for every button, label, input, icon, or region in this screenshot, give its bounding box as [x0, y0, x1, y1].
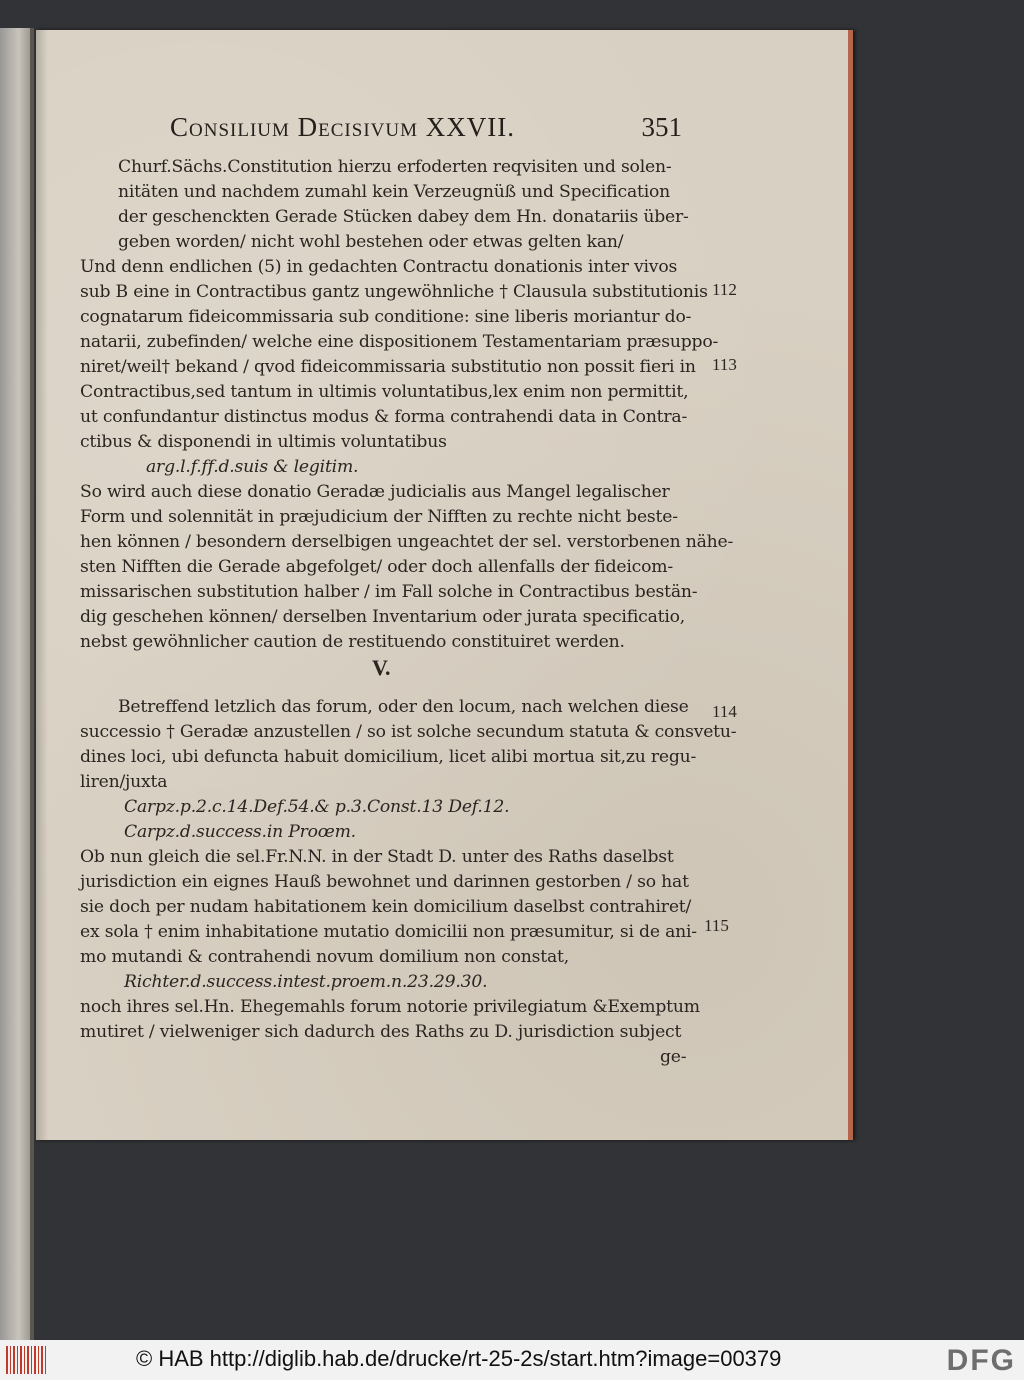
dfg-logo: DFG	[946, 1344, 1016, 1377]
text-line: der geschenckten Gerade Stücken dabey dem Hn. donatariis über-	[118, 207, 689, 227]
text-line: Form und solennität in præjudicium der Nifften zu rechte nicht beste-	[80, 507, 678, 527]
text-line: nebst gewöhnlicher caution de restituendo constituiret werden.	[80, 632, 625, 652]
text-line: sub B eine in Contractibus gantz ungewöhnliche † Clausula substitutionis	[80, 282, 708, 302]
previous-page-edge	[0, 28, 34, 1340]
page-gutter-shadow	[36, 30, 48, 1140]
text-line: mutiret / vielweniger sich dadurch des Raths zu D. jurisdiction subject	[80, 1022, 682, 1042]
citation-line: Carpz.p.2.c.14.Def.54.& p.3.Const.13 Def.12.	[124, 797, 510, 817]
section-heading: V.	[372, 655, 391, 680]
text-line: So wird auch diese donatio Geradæ judicialis aus Mangel legalischer	[80, 482, 670, 502]
text-line: Churf.Sächs.Constitution hierzu erfoderten reqvisiten und solen-	[118, 157, 672, 177]
margin-note: 114	[712, 702, 737, 721]
text-line: niret/weil† bekand / qvod fideicommissaria substitutio non possit fieri in	[80, 357, 696, 377]
library-logo-icon	[6, 1346, 46, 1374]
text-line: dig geschehen können/ derselben Inventarium oder jurata specificatio,	[80, 607, 686, 627]
text-line: hen können / besondern derselbigen ungeachtet der sel. verstorbenen nähe-	[80, 532, 734, 552]
text-line: dines loci, ubi defuncta habuit domicilium, licet alibi mortua sit,zu regu-	[80, 747, 697, 767]
citation-line: Carpz.d.success.in Proœm.	[124, 822, 356, 842]
text-line: sten Nifften die Gerade abgefolget/ oder doch allenfalls der fideicom-	[80, 557, 673, 577]
text-line: ut confundantur distinctus modus & forma contrahendi data in Contra-	[80, 407, 688, 427]
text-line: nitäten und nachdem zumahl kein Verzeugnüß und Specification	[118, 182, 671, 202]
footer-bar	[0, 1340, 1024, 1380]
page-header	[170, 112, 690, 152]
text-line: ctibus & disponendi in ultimis voluntatibus	[80, 432, 447, 452]
catchword: ge-	[660, 1047, 687, 1067]
margin-note: 115	[704, 916, 729, 935]
running-title: Consilium Decisivum XXVII.	[170, 112, 515, 142]
copyright-link[interactable]: © HAB http://diglib.hab.de/drucke/rt-25-2s/start.htm?image=00379	[136, 1346, 782, 1371]
text-line: missarischen substitution halber / im Fall solche in Contractibus bestän-	[80, 582, 698, 602]
citation-line: Richter.d.success.intest.proem.n.23.29.30.	[124, 972, 488, 992]
text-line: Ob nun gleich die sel.Fr.N.N. in der Stadt D. unter des Raths daselbst	[80, 847, 674, 867]
citation-line: arg.l.f.ff.d.suis & legitim.	[146, 457, 359, 477]
margin-note: 113	[712, 355, 737, 374]
text-line: jurisdiction ein eignes Hauß bewohnet und darinnen gestorben / so hat	[80, 872, 689, 892]
text-line: Und denn endlichen (5) in gedachten Contractu donationis inter vivos	[80, 257, 678, 277]
text-line: noch ihres sel.Hn. Ehegemahls forum notorie privilegiatum &Exemptum	[80, 997, 700, 1017]
text-line: Contractibus,sed tantum in ultimis voluntatibus,lex enim non permittit,	[80, 382, 689, 402]
text-line: sie doch per nudam habitationem kein domicilium daselbst contrahiret/	[80, 897, 692, 917]
text-line: successio † Geradæ anzustellen / so ist solche secundum statuta & consvetu-	[80, 722, 737, 742]
text-line: mo mutandi & contrahendi novum domilium non constat,	[80, 947, 569, 967]
margin-note: 112	[712, 280, 737, 299]
text-line: liren/juxta	[80, 772, 168, 792]
page-number: 351	[641, 112, 682, 142]
text-line: cognatarum fideicommissaria sub conditione: sine liberis moriantur do-	[80, 307, 692, 327]
text-line: natarii, zubefinden/ welche eine dispositionem Testamentariam præsuppo-	[80, 332, 719, 352]
text-line: geben worden/ nicht wohl bestehen oder etwas gelten kan/	[118, 232, 624, 252]
text-line: Betreffend letzlich das forum, oder den locum, nach welchen diese	[118, 697, 689, 717]
text-line: ex sola † enim inhabitatione mutatio domicilii non præsumitur, si de ani-	[80, 922, 697, 942]
